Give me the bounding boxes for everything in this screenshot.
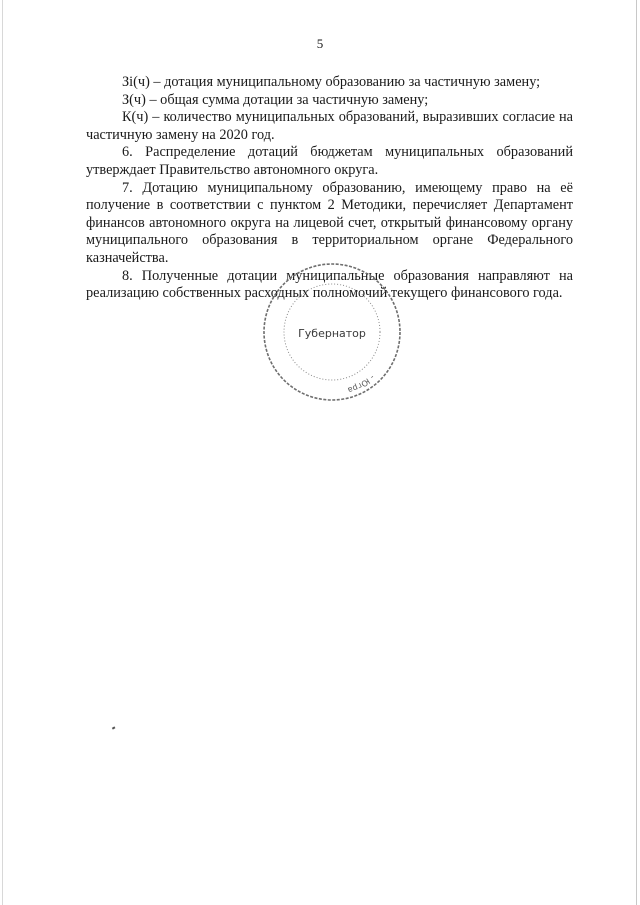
page-number: 5 bbox=[316, 36, 324, 51]
paragraph-8: 8. Полученные дотации муниципальные образования направляют на реализацию собственных расходных полномочий текущего финансового года. bbox=[86, 267, 573, 302]
paragraph-z-definition: З(ч) – общая сумма дотации за частичную замену; bbox=[122, 91, 429, 108]
paragraph-zi-definition: Зi(ч) – дотация муниципальному образованию за частичную замену; bbox=[122, 74, 541, 90]
scan-edge-left bbox=[2, 0, 3, 905]
paragraph-7: 7. Дотацию муниципальному образованию, имеющему право на её получение в соответствии с пунктом 2 Методики, перечисляет Департамент финансов автономного округа на лицевой счет, открытый финансовому органу муниципального образования в территориальном органе Федерального казначейства. bbox=[86, 179, 573, 266]
stamp-center-text: Губернатор bbox=[298, 327, 366, 340]
stamp-ring-text: - Югра bbox=[346, 372, 377, 395]
governor-seal-stamp bbox=[258, 258, 406, 406]
paragraph-6: 6. Распределение дотаций бюджетам муниципальных образований утверждает Правительство автономного округа. bbox=[86, 144, 573, 178]
stray-scan-mark bbox=[112, 726, 115, 729]
paragraph-k-definition: К(ч) – количество муниципальных образований, выразивших согласие на частичную замену на 2020 год. bbox=[86, 109, 573, 143]
scan-edge-right bbox=[636, 0, 637, 905]
